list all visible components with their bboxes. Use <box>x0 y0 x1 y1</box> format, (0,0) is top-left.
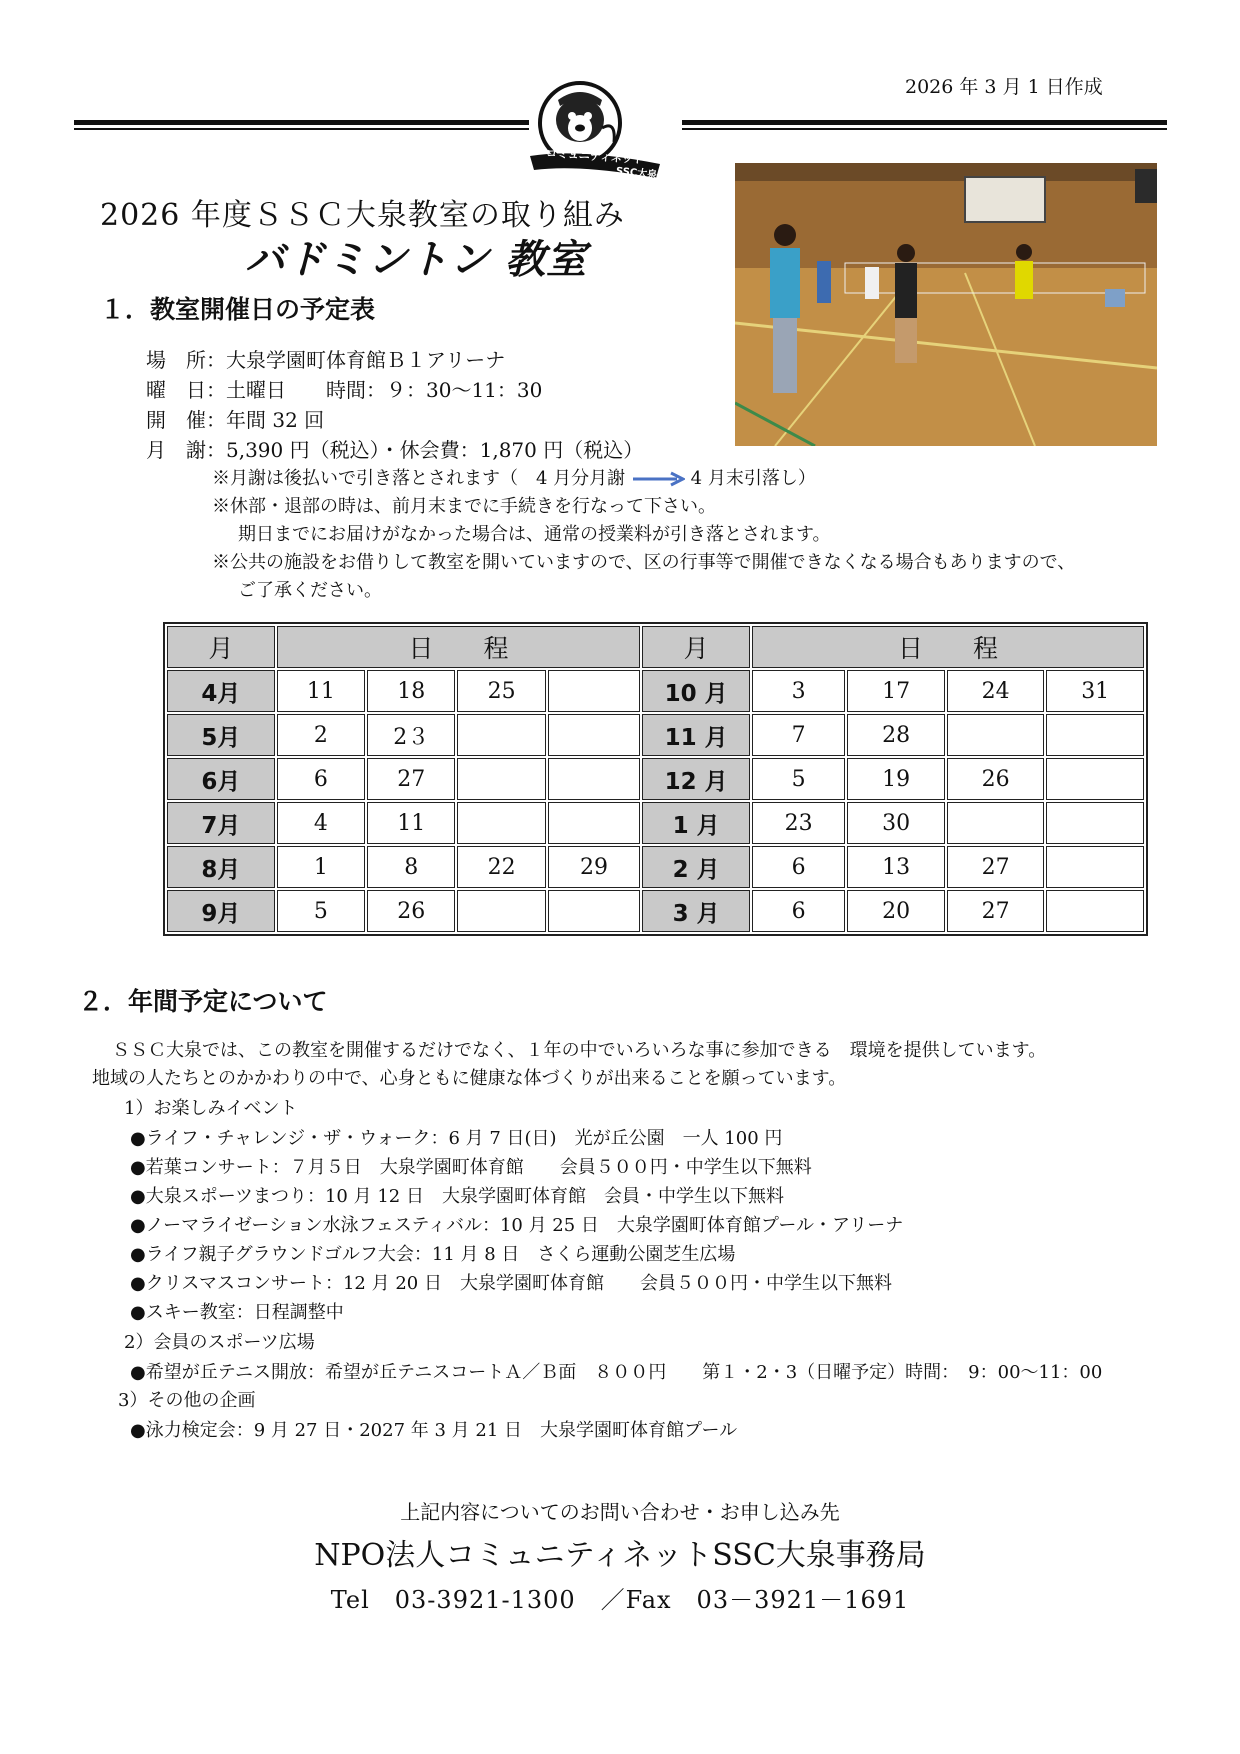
schedule-date-cell: 6 <box>752 890 845 932</box>
schedule-date-cell <box>1046 714 1144 756</box>
schedule-date-cell: 2 <box>277 714 365 756</box>
schedule-month-right: 2 月 <box>642 846 750 888</box>
info-count: 開 催：年間 32 回 <box>146 408 325 432</box>
event-item: ●スキー教室：日程調整中 <box>130 1302 344 1323</box>
note-understand: ご了承ください。 <box>238 580 382 601</box>
schedule-month-left: 8月 <box>167 846 275 888</box>
contact-organization: NPO法人コミュニティネットSSC大泉事務局 <box>314 1538 926 1573</box>
event-item: ●ライフ・チャレンジ・ザ・ウォーク：6 月 7 日(日) 光が丘公園 一人 100 円 <box>130 1128 783 1149</box>
info-day-time: 曜 日：土曜日 時間：９：30～11：30 <box>146 378 543 402</box>
intro-line-2: 地域の人たちとのかかわりの中で、心身ともに健康な体づくりが出来ることを願っています。 <box>92 1068 847 1089</box>
schedule-date-cell: 3 <box>752 670 845 712</box>
group-other-heading: 3）その他の企画 <box>118 1390 256 1411</box>
schedule-date-cell: 26 <box>367 890 455 932</box>
event-item: ●希望が丘テニス開放：希望が丘テニスコートＡ／Ｂ面 ８００円 第１・2・3（日曜予定）時間： 9：00～11：00 <box>130 1362 1103 1383</box>
schedule-date-cell <box>947 802 1045 844</box>
schedule-date-cell <box>548 890 640 932</box>
header-month-left: 月 <box>167 626 275 668</box>
schedule-date-cell: 7 <box>752 714 845 756</box>
schedule-date-cell: 17 <box>847 670 945 712</box>
schedule-date-cell: 2３ <box>367 714 455 756</box>
page-title: バドミントン 教室 <box>245 237 588 283</box>
schedule-date-cell: 22 <box>457 846 545 888</box>
schedule-date-cell <box>1046 846 1144 888</box>
intro-line-1: ＳＳＣ大泉では、この教室を開催するだけでなく、１年の中でいろいろな事に参加できる 環境を提供しています。 <box>112 1040 1047 1061</box>
schedule-date-cell: 5 <box>277 890 365 932</box>
schedule-date-cell <box>457 890 545 932</box>
schedule-date-cell <box>457 714 545 756</box>
schedule-row <box>167 758 1144 800</box>
contact-intro: 上記内容についてのお問い合わせ・お申し込み先 <box>400 1500 840 1524</box>
info-place: 場 所：大泉学園町体育館Ｂ１アリーナ <box>146 348 506 372</box>
schedule-month-left: 5月 <box>167 714 275 756</box>
schedule-date-cell: 18 <box>367 670 455 712</box>
schedule-month-right: 10 月 <box>642 670 750 712</box>
schedule-date-cell: 11 <box>367 802 455 844</box>
note-deadline: 期日までにお届けがなかった場合は、通常の授業料が引き落とされます。 <box>238 524 831 545</box>
schedule-month-left: 9月 <box>167 890 275 932</box>
schedule-date-cell: 5 <box>752 758 845 800</box>
dog-mascot-icon <box>520 78 690 188</box>
schedule-date-cell: 26 <box>947 758 1045 800</box>
event-item: ●クリスマスコンサート：12 月 20 日 大泉学園町体育館 会員５００円・中学生以下無料 <box>130 1273 892 1294</box>
schedule-date-cell: 8 <box>367 846 455 888</box>
schedule-date-cell <box>457 802 545 844</box>
header-dates-left: 日 程 <box>277 626 641 668</box>
schedule-date-cell: 25 <box>457 670 545 712</box>
schedule-date-cell: 19 <box>847 758 945 800</box>
schedule-header-row <box>167 626 1144 668</box>
group-events-heading: 1）お楽しみイベント <box>124 1098 298 1119</box>
schedule-row <box>167 714 1144 756</box>
schedule-date-cell <box>947 714 1045 756</box>
schedule-date-cell: 4 <box>277 802 365 844</box>
schedule-date-cell: 1 <box>277 846 365 888</box>
schedule-date-cell: 30 <box>847 802 945 844</box>
schedule-row <box>167 802 1144 844</box>
section2-heading: ２．年間予定について <box>78 987 328 1016</box>
schedule-month-right: 1 月 <box>642 802 750 844</box>
schedule-date-cell: 24 <box>947 670 1045 712</box>
schedule-date-cell <box>1046 802 1144 844</box>
note-payment-a: ※月謝は後払いで引き落とされます（ 4 月分月謝 <box>212 468 626 489</box>
note-withdrawal: ※休部・退部の時は、前月末までに手続きを行なって下さい。 <box>212 496 716 517</box>
schedule-row <box>167 846 1144 888</box>
header-dates-right: 日 程 <box>752 626 1144 668</box>
badminton-photo <box>735 163 1157 446</box>
contact-phone-fax: Tel 03-3921-1300 ／Fax 03－3921－1691 <box>330 1586 910 1614</box>
note-payment-b: 4 月末引落し） <box>690 468 816 489</box>
section1-heading: １．教室開催日の予定表 <box>100 295 376 324</box>
schedule-date-cell: 27 <box>947 890 1045 932</box>
schedule-date-cell: 23 <box>752 802 845 844</box>
header-month-right: 月 <box>642 626 750 668</box>
schedule-date-cell: 31 <box>1046 670 1144 712</box>
page-subtitle: 2026 年度ＳＳＣ大泉教室の取り組み <box>100 198 625 233</box>
schedule-date-cell: 6 <box>752 846 845 888</box>
schedule-date-cell: 29 <box>548 846 640 888</box>
logo-text-top: コミュニティネット <box>545 146 645 167</box>
schedule-date-cell: 27 <box>947 846 1045 888</box>
ssc-logo <box>520 78 690 188</box>
header-rule-left-thin <box>74 128 529 130</box>
header-rule-left <box>74 120 529 125</box>
logo-text-bottom: SSC大泉 <box>615 165 658 182</box>
schedule-date-cell: 28 <box>847 714 945 756</box>
schedule-date-cell <box>548 714 640 756</box>
schedule-date-cell: 20 <box>847 890 945 932</box>
schedule-month-right: 12 月 <box>642 758 750 800</box>
schedule-date-cell <box>548 758 640 800</box>
arrow-right-icon <box>631 471 685 487</box>
event-item: ●ライフ親子グラウンドゴルフ大会：11 月 8 日 さくら運動公園芝生広場 <box>130 1244 736 1265</box>
schedule-month-left: 6月 <box>167 758 275 800</box>
schedule-date-cell: 27 <box>367 758 455 800</box>
group-sports-heading: 2）会員のスポーツ広場 <box>124 1332 315 1353</box>
schedule-date-cell <box>548 802 640 844</box>
schedule-row <box>167 670 1144 712</box>
schedule-month-left: 7月 <box>167 802 275 844</box>
schedule-month-right: 3 月 <box>642 890 750 932</box>
header-rule-right <box>682 120 1167 125</box>
schedule-date-cell <box>1046 890 1144 932</box>
schedule-date-cell <box>548 670 640 712</box>
event-item: ●泳力検定会：9 月 27 日・2027 年 3 月 21 日 大泉学園町体育館プール <box>130 1420 738 1441</box>
schedule-date-cell: 6 <box>277 758 365 800</box>
created-date: 2026 年 3 月 1 日作成 <box>905 76 1103 98</box>
schedule-month-left: 4月 <box>167 670 275 712</box>
header-rule-right-thin <box>682 128 1167 130</box>
schedule-row <box>167 890 1144 932</box>
event-item: ●若葉コンサート：７月５日 大泉学園町体育館 会員５００円・中学生以下無料 <box>130 1157 812 1178</box>
info-fee: 月 謝：5,390 円（税込）・休会費：1,870 円（税込） <box>146 438 644 462</box>
schedule-date-cell: 13 <box>847 846 945 888</box>
note-payment <box>212 464 816 490</box>
schedule-table <box>163 622 1148 936</box>
schedule-date-cell: 11 <box>277 670 365 712</box>
schedule-month-right: 11 月 <box>642 714 750 756</box>
schedule-date-cell <box>457 758 545 800</box>
event-item: ●ノーマライゼーション水泳フェスティバル：10 月 25 日 大泉学園町体育館プール・アリーナ <box>130 1215 904 1236</box>
note-facility: ※公共の施設をお借りして教室を開いていますので、区の行事等で開催できなくなる場合もありますので、 <box>212 552 1076 573</box>
schedule-date-cell <box>1046 758 1144 800</box>
event-item: ●大泉スポーツまつり：10 月 12 日 大泉学園町体育館 会員・中学生以下無料 <box>130 1186 784 1207</box>
